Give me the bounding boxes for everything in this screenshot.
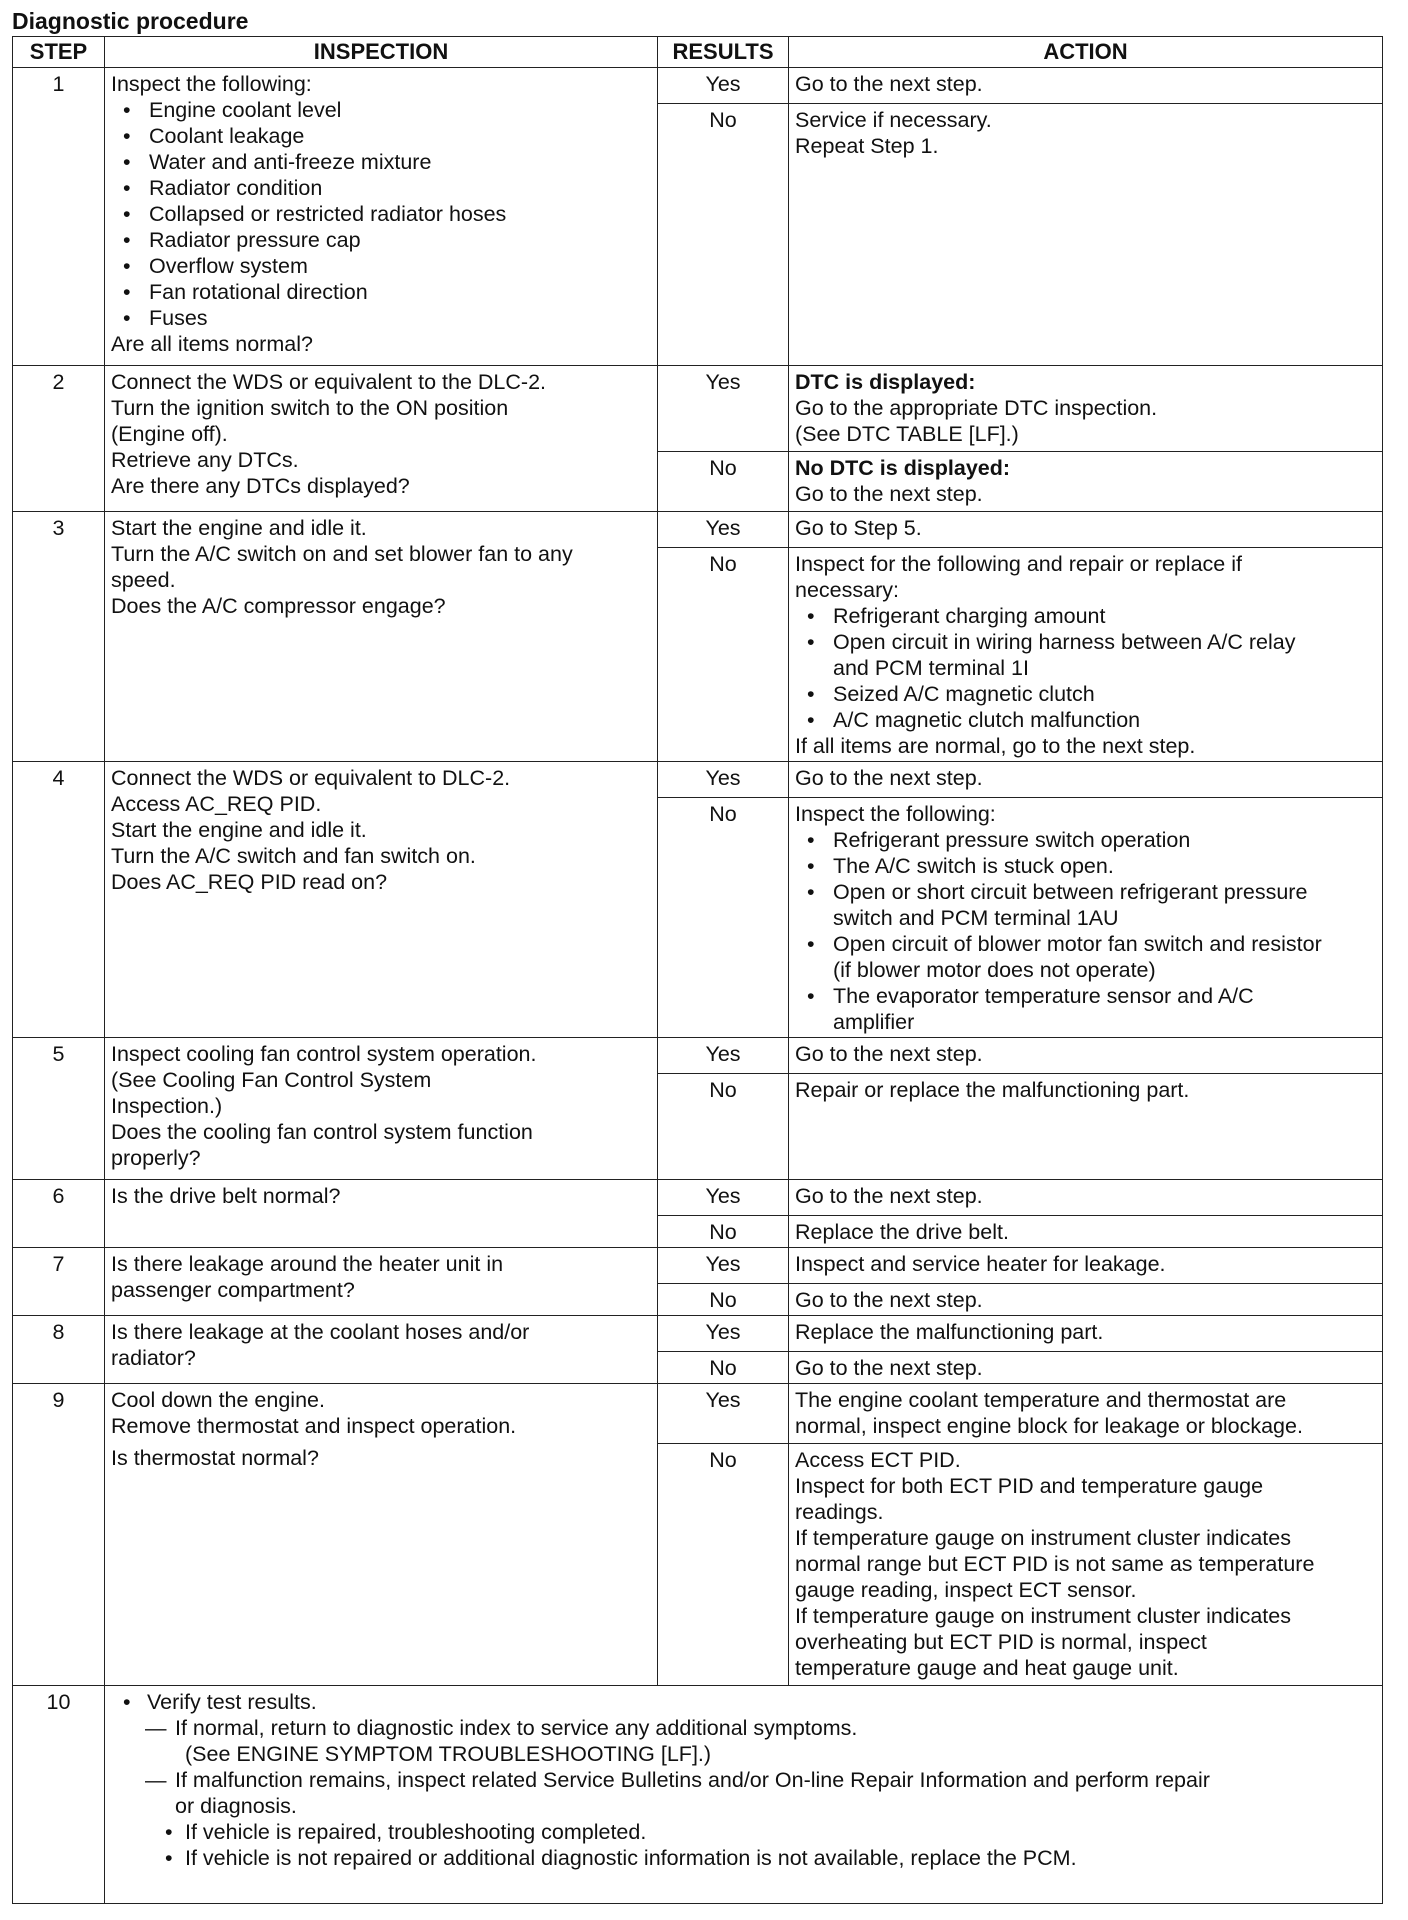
inspection-line: properly?: [111, 1146, 201, 1170]
list-item: • Radiator pressure cap: [111, 227, 651, 253]
action-no: [789, 798, 1383, 1038]
action-line: Repair or replace the malfunctioning part.: [795, 1078, 1190, 1102]
action-no: [789, 548, 1383, 762]
list-item: [795, 983, 1376, 1035]
list-item: • The A/C switch is stuck open.: [795, 853, 1376, 879]
action-line: Go to Step 5.: [795, 516, 922, 540]
result-yes: Yes: [658, 366, 789, 452]
inspection-cell: [105, 1248, 658, 1316]
step-number: 3: [13, 512, 105, 762]
header-action: ACTION: [789, 37, 1383, 68]
action-yes: [789, 68, 1383, 104]
list-item: [795, 931, 1376, 983]
action-yes: [789, 512, 1383, 548]
table-row: [13, 512, 1383, 548]
action-no: [789, 1216, 1383, 1248]
inspection-line: Cool down the engine.: [111, 1388, 325, 1412]
action-yes: [789, 1180, 1383, 1216]
action-yes: [789, 1248, 1383, 1284]
action-line: Replace the malfunctioning part.: [795, 1320, 1104, 1344]
action-no: [789, 104, 1383, 366]
result-yes: Yes: [658, 762, 789, 798]
action-line: temperature gauge and heat gauge unit.: [795, 1656, 1179, 1680]
result-yes: Yes: [658, 1316, 789, 1352]
table-row: [13, 1180, 1383, 1216]
action-line: gauge reading, inspect ECT sensor.: [795, 1578, 1137, 1602]
inspection-cell: [105, 512, 658, 762]
list-item: • Seized A/C magnetic clutch: [795, 681, 1376, 707]
inspection-line: Start the engine and idle it.: [111, 516, 367, 540]
result-yes: Yes: [658, 1248, 789, 1284]
header-results: RESULTS: [658, 37, 789, 68]
page-title: Diagnostic procedure: [12, 8, 249, 34]
inspection-line: Turn the A/C switch on and set blower fan to any: [111, 542, 573, 566]
action-line: readings.: [795, 1500, 884, 1524]
inspection-cell: [105, 366, 658, 512]
inspection-cell: [105, 68, 658, 366]
table-row: [13, 68, 1383, 104]
table-row: [13, 1384, 1383, 1444]
table-header-row: [13, 37, 1383, 68]
inspection-line: Is there leakage around the heater unit in: [111, 1252, 504, 1276]
result-no: No: [658, 1284, 789, 1316]
action-yes: [789, 1038, 1383, 1074]
action-line: necessary:: [795, 578, 899, 602]
list-item-line: The evaporator temperature sensor and A/C: [833, 984, 1254, 1008]
inspection-line: Access AC_REQ PID.: [111, 792, 322, 816]
list-item: • Water and anti-freeze mixture: [111, 149, 651, 175]
result-no: No: [658, 548, 789, 762]
list-item-line: and PCM terminal 1I: [833, 656, 1029, 680]
inspection-line: Is thermostat normal?: [111, 1446, 319, 1470]
result-no: No: [658, 104, 789, 366]
inspection-line: Turn the ignition switch to the ON position: [111, 396, 509, 420]
inspection-question: Are all items normal?: [111, 332, 313, 356]
inspection-line: radiator?: [111, 1346, 196, 1370]
action-line: Inspect for the following and repair or replace if: [795, 552, 1242, 576]
action-line: Go to the next step.: [795, 1288, 983, 1312]
inspection-line: Inspect the following:: [111, 72, 312, 96]
step-number: 7: [13, 1248, 105, 1316]
inspection-line: Remove thermostat and inspect operation.: [111, 1414, 517, 1438]
table-row: [13, 1686, 1383, 1904]
document-page: [12, 6, 1384, 1904]
action-line: If temperature gauge on instrument cluster indicates: [795, 1604, 1291, 1628]
list-item: [795, 629, 1376, 681]
dash-item: — If normal, return to diagnostic index to service any additional symptoms.: [111, 1715, 1376, 1741]
list-item: • Refrigerant pressure switch operation: [795, 827, 1376, 853]
inspection-line: Does the cooling fan control system function: [111, 1120, 533, 1144]
list-item: [795, 879, 1376, 931]
inspection-line: (See Cooling Fan Control System: [111, 1068, 432, 1092]
list-item: • Collapsed or restricted radiator hoses: [111, 201, 651, 227]
inspection-cell: [105, 762, 658, 1038]
table-row: [13, 366, 1383, 452]
action-heading: DTC is displayed:: [795, 370, 976, 394]
result-no: No: [658, 1216, 789, 1248]
inspection-line: passenger compartment?: [111, 1278, 355, 1302]
action-line: If temperature gauge on instrument cluster indicates: [795, 1526, 1291, 1550]
inspection-line: Inspect cooling fan control system operation.: [111, 1042, 537, 1066]
inspection-line: Are there any DTCs displayed?: [111, 474, 410, 498]
list-item: • If vehicle is not repaired or additional diagnostic information is not available, replace the PCM.: [111, 1845, 1376, 1871]
list-item-line: Open or short circuit between refrigerant pressure: [833, 880, 1308, 904]
action-line: Go to the next step.: [795, 1356, 983, 1380]
inspection-line: Is there leakage at the coolant hoses and/or: [111, 1320, 530, 1344]
list-item: • A/C magnetic clutch malfunction: [795, 707, 1376, 733]
step-number: 8: [13, 1316, 105, 1384]
inspection-line: speed.: [111, 568, 176, 592]
list-item: • Coolant leakage: [111, 123, 651, 149]
inspection-cell: [105, 1316, 658, 1384]
list-item-line: Open circuit of blower motor fan switch and resistor: [833, 932, 1322, 956]
action-line: Inspect the following:: [795, 802, 996, 826]
action-line: normal range but ECT PID is not same as temperature: [795, 1552, 1315, 1576]
inspection-line: (Engine off).: [111, 422, 228, 446]
action-line: Go to the next step.: [795, 482, 983, 506]
dash-item-line: or diagnosis.: [175, 1794, 297, 1818]
list-item-line: switch and PCM terminal 1AU: [833, 906, 1119, 930]
inspection-line: Retrieve any DTCs.: [111, 448, 299, 472]
action-line: Go to the next step.: [795, 766, 983, 790]
action-line: Go to the next step.: [795, 1184, 983, 1208]
action-no: [789, 452, 1383, 512]
action-no: [789, 1284, 1383, 1316]
step-number: 10: [13, 1686, 105, 1904]
list-item: • Verify test results.: [111, 1689, 1376, 1715]
step10-cell: [105, 1686, 1383, 1904]
list-item: • Fan rotational direction: [111, 279, 651, 305]
action-no: [789, 1444, 1383, 1686]
action-line: Inspect for both ECT PID and temperature gauge: [795, 1474, 1264, 1498]
action-yes: [789, 1316, 1383, 1352]
table-row: [13, 1248, 1383, 1284]
list-item-line: (if blower motor does not operate): [833, 958, 1156, 982]
list-item: • Fuses: [111, 305, 651, 331]
action-no: [789, 1074, 1383, 1180]
step-number: 6: [13, 1180, 105, 1248]
table-row: [13, 1038, 1383, 1074]
action-line: normal, inspect engine block for leakage or blockage.: [795, 1414, 1303, 1438]
action-line: Service if necessary.: [795, 108, 992, 132]
result-no: No: [658, 1074, 789, 1180]
result-no: No: [658, 452, 789, 512]
inspection-cell: [105, 1384, 658, 1686]
step-number: 4: [13, 762, 105, 1038]
list-item-line: Open circuit in wiring harness between A/C relay: [833, 630, 1296, 654]
result-yes: Yes: [658, 1180, 789, 1216]
reference-line: (See ENGINE SYMPTOM TROUBLESHOOTING [LF].): [185, 1742, 712, 1766]
action-line: The engine coolant temperature and thermostat are: [795, 1388, 1287, 1412]
action-line: Go to the appropriate DTC inspection.: [795, 396, 1158, 420]
result-yes: Yes: [658, 68, 789, 104]
header-step: STEP: [13, 37, 105, 68]
inspection-cell: [105, 1038, 658, 1180]
inspection-line: Connect the WDS or equivalent to the DLC-2.: [111, 370, 546, 394]
result-no: No: [658, 1352, 789, 1384]
inspection-line: Start the engine and idle it.: [111, 818, 367, 842]
inspection-line: Is the drive belt normal?: [111, 1184, 341, 1208]
header-inspection: INSPECTION: [105, 37, 658, 68]
inspection-line: Turn the A/C switch and fan switch on.: [111, 844, 476, 868]
list-item: • Overflow system: [111, 253, 651, 279]
inspection-line: Inspection.): [111, 1094, 223, 1118]
step-number: 2: [13, 366, 105, 512]
dash-item-line: If malfunction remains, inspect related Service Bulletins and/or On-line Repair Information and perform repair: [175, 1768, 1210, 1792]
action-line: Inspect and service heater for leakage.: [795, 1252, 1166, 1276]
list-item-line: amplifier: [833, 1010, 915, 1034]
action-line: Replace the drive belt.: [795, 1220, 1009, 1244]
action-line: Go to the next step.: [795, 1042, 983, 1066]
action-line: If all items are normal, go to the next step.: [795, 734, 1196, 758]
action-yes: [789, 1384, 1383, 1444]
diagnostic-table: [12, 36, 1383, 1904]
inspection-cell: [105, 1180, 658, 1248]
list-item: • Engine coolant level: [111, 97, 651, 123]
action-line: Go to the next step.: [795, 72, 983, 96]
step-number: 9: [13, 1384, 105, 1686]
action-line: overheating but ECT PID is normal, inspect: [795, 1630, 1207, 1654]
action-no: [789, 1352, 1383, 1384]
inspection-line: Does AC_REQ PID read on?: [111, 870, 388, 894]
result-yes: Yes: [658, 512, 789, 548]
action-line: Access ECT PID.: [795, 1448, 961, 1472]
action-line: Repeat Step 1.: [795, 134, 939, 158]
table-row: [13, 1316, 1383, 1352]
list-item: • If vehicle is repaired, troubleshooting completed.: [111, 1819, 1376, 1845]
action-yes: [789, 762, 1383, 798]
list-item: • Radiator condition: [111, 175, 651, 201]
result-no: No: [658, 798, 789, 1038]
action-yes: [789, 366, 1383, 452]
inspection-line: Does the A/C compressor engage?: [111, 594, 446, 618]
inspection-line: Connect the WDS or equivalent to DLC-2.: [111, 766, 511, 790]
result-yes: Yes: [658, 1384, 789, 1444]
action-line: (See DTC TABLE [LF].): [795, 422, 1019, 446]
dash-item: [111, 1767, 1376, 1793]
result-yes: Yes: [658, 1038, 789, 1074]
step-number: 1: [13, 68, 105, 366]
list-item: • Refrigerant charging amount: [795, 603, 1376, 629]
step-number: 5: [13, 1038, 105, 1180]
table-row: [13, 762, 1383, 798]
action-heading: No DTC is displayed:: [795, 456, 1011, 480]
result-no: No: [658, 1444, 789, 1686]
